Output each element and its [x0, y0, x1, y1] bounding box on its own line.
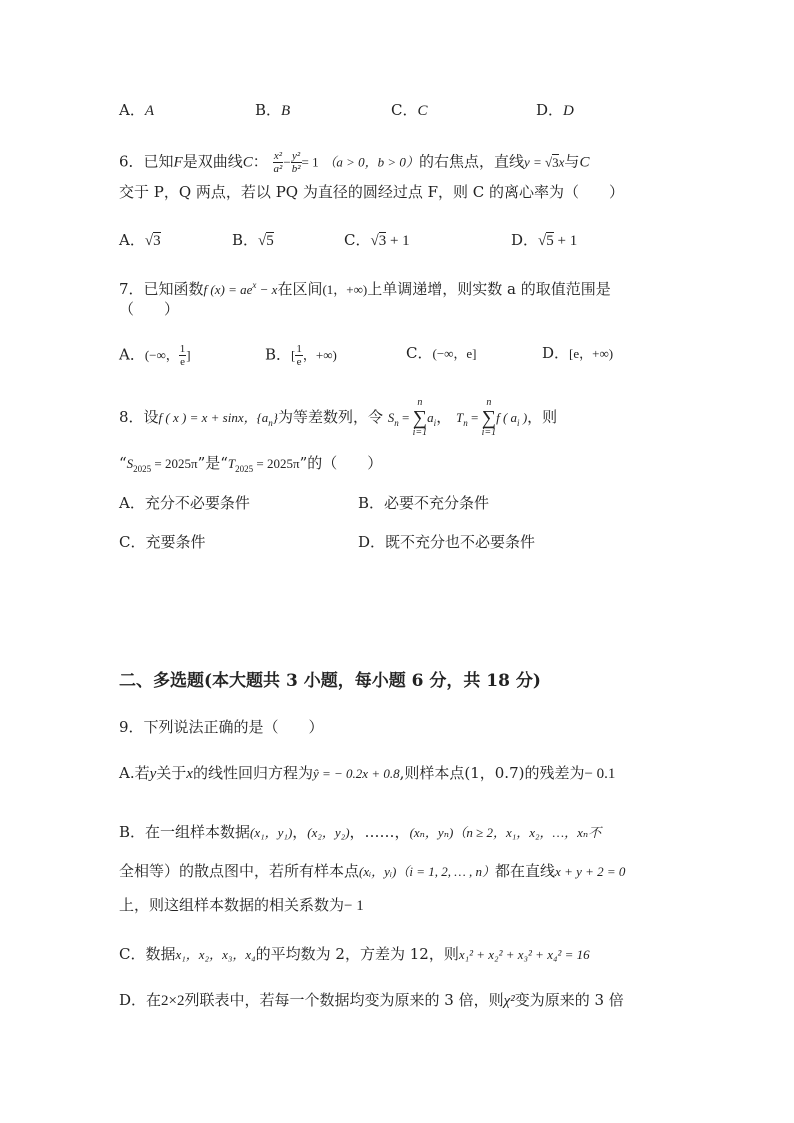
q5-option-c-value: C	[417, 103, 428, 119]
q9-stem: 9．下列说法正确的是（ ）	[119, 718, 324, 736]
q7-prefix: 7．已知函数	[119, 280, 204, 298]
q6-f: F	[173, 154, 183, 171]
q6-line-radicand: 3	[552, 154, 559, 170]
q6-option-c-extra: + 1	[386, 233, 410, 249]
q8-t2025-rhs: = 2025π	[253, 456, 300, 471]
q9-a-mid3: ,则样本点(1，0.7)的残差为	[399, 764, 585, 782]
q9-option-b-line3	[119, 895, 364, 916]
q5-option-c	[391, 100, 428, 121]
q7-option-a-post: ]	[186, 347, 191, 363]
q9-option-a	[119, 763, 615, 784]
q9-d-chi: χ²	[503, 993, 515, 1009]
q5-option-a-value: A	[144, 103, 155, 119]
q7-stem-line2: （ ）	[119, 300, 180, 318]
q9-a-mid: 关于	[156, 764, 187, 782]
q9-c-mid: 的平均数为 2，方差为 12，则	[255, 945, 459, 963]
q8-quote1: “	[119, 454, 127, 472]
q6-option-b	[232, 230, 274, 251]
q7-option-d-label: D．	[542, 344, 570, 362]
q9-b-pre: B．在一组样本数据	[119, 823, 251, 841]
q8-ai: a	[427, 410, 434, 425]
q7-interval: (1，+∞)	[322, 282, 368, 297]
q8-option-d	[358, 532, 535, 552]
q6-c: C	[242, 154, 253, 171]
q7-option-c	[406, 343, 477, 364]
q8-eq2: =	[467, 410, 482, 425]
q7-stem-line1	[119, 275, 611, 300]
q6-sqrt-icon: √	[545, 154, 553, 170]
q9-d-end: 变为原来的 3 倍	[514, 991, 624, 1009]
q6-mid3: 与	[564, 152, 580, 171]
q8-seq: {a	[256, 410, 269, 425]
q6-stem-line2: 交于 P，Q 两点，若以 PQ 为直径的圆经过点 F，则 C 的离心率为（ ）	[119, 183, 625, 201]
q8-option-b-label: B．	[358, 494, 385, 512]
q8-t2025-sub: 2025	[235, 464, 254, 474]
q6-option-d-label: D．	[511, 231, 539, 249]
q9-b-pi: (xᵢ，yᵢ)	[359, 864, 397, 879]
q9-a-y: y	[149, 766, 157, 782]
q8-s2025-rhs: = 2025π	[151, 456, 198, 471]
q5-option-a	[119, 100, 154, 121]
q5-option-b	[255, 100, 290, 121]
q7-option-d	[542, 343, 613, 364]
q7-option-a-pre: (−∞，	[144, 347, 179, 363]
q8-t: T	[455, 410, 464, 425]
q9-option-b-line1	[119, 822, 601, 843]
q8-t-sub: n	[463, 418, 468, 428]
q7-option-a	[119, 343, 191, 368]
q6-option-d-extra: + 1	[553, 233, 578, 249]
q9-option-c	[119, 944, 590, 965]
q8-prefix: 8．设	[119, 408, 159, 426]
q6-option-d	[511, 230, 577, 251]
q9-option-b-line2	[119, 861, 625, 882]
q8-s2025: S	[126, 456, 134, 471]
q7-option-b-label: B．	[265, 345, 292, 364]
q8-s2025-sub: 2025	[133, 464, 152, 474]
q8-s: S	[387, 410, 395, 425]
q8-fai-sub: i	[517, 418, 520, 428]
q9-a-pre: A.若	[119, 764, 150, 782]
q7-option-d-value: [e，+∞)	[569, 346, 614, 361]
q8-option-b-text: 必要不充分条件	[384, 494, 490, 512]
q6-option-a	[119, 230, 161, 251]
q9-d-tbl: 2×2	[161, 993, 185, 1009]
q9-c-eq: x₁² + x₂² + x₃² + x₄² = 16	[458, 947, 590, 962]
q9-b-p2: (x₂，y₂)	[307, 825, 350, 840]
q5-option-d-value: D	[563, 103, 574, 119]
q8-line2-end: ”的（ ）	[299, 454, 383, 472]
q9-a-x: x	[186, 766, 193, 782]
q7-func-sup: x	[252, 280, 257, 290]
q6-option-b-label: B．	[232, 231, 259, 249]
q8-func: f ( x ) = x + sinx，	[158, 410, 257, 425]
q8-option-c-text: 充要条件	[145, 533, 206, 551]
q8-eq1: =	[398, 410, 413, 425]
q7-option-b	[265, 343, 337, 368]
q6-stem-line1	[119, 150, 589, 175]
q7-option-a-label: A．	[119, 345, 145, 364]
q7-option-a-frac: $\frac{1}{e}$	[179, 343, 186, 368]
q5-option-d-label: D．	[536, 101, 564, 119]
q8-comma: ，	[436, 408, 452, 426]
q9-b-p1: (x₁，y₁)	[250, 825, 293, 840]
q6-line-x: x	[558, 154, 565, 170]
q9-c-pre: C．数据	[119, 945, 176, 963]
q9-a-mid2: 的线性回归方程为	[192, 764, 313, 782]
q8-seq-sub: n	[268, 418, 273, 428]
q8-option-c	[119, 532, 206, 552]
q9-b-line2-pre: 全相等）的散点图中，若所有样本点	[119, 862, 360, 880]
sqrt-icon: √	[144, 233, 154, 249]
q6-option-a-value: 3	[153, 233, 161, 249]
q9-d-pre: D．在	[119, 991, 162, 1009]
q6-mid2: 的右焦点，直线	[418, 152, 524, 171]
q9-b-cond: （n ≥ 2，x₁，x₂，…，xₙ不	[453, 825, 602, 840]
q8-s-sub: n	[394, 418, 399, 428]
q5-option-d	[536, 100, 574, 121]
sqrt-icon: √	[258, 233, 267, 249]
q8-seq-close: }	[272, 410, 278, 425]
q6-condition: （a > 0，b > 0）	[323, 154, 419, 170]
q6-hyperbola-frac2: $\frac{\text{y²}}{\text{b²}}$	[291, 150, 301, 175]
q6-hyperbola-eq: = 1	[301, 154, 319, 170]
q8-option-a	[119, 493, 250, 513]
q7-option-c-label: C．	[406, 344, 433, 362]
q9-b-dots: ，……，	[349, 823, 410, 841]
q9-b-sep: ，	[292, 823, 308, 841]
sqrt-icon: √	[538, 233, 547, 249]
q8-fai-close: )	[519, 410, 528, 425]
q8-quote2: ”是“	[197, 454, 228, 472]
q9-c-vars: x₁，x₂，x₃，x₄	[175, 947, 256, 962]
q8-mid: 为等差数列，令	[278, 408, 384, 426]
q5-option-a-label: A．	[119, 101, 145, 119]
q6-hyperbola-frac1: $\frac{\text{x²}}{\text{a²}}$	[273, 150, 283, 175]
q9-b-i: （i = 1, 2, … , n）	[396, 864, 496, 879]
q9-option-d	[119, 990, 624, 1011]
q6-option-c-value: 3	[378, 233, 387, 249]
q6-option-d-value: 5	[546, 233, 554, 249]
q6-option-b-value: 5	[266, 233, 274, 249]
q6-c2: C	[579, 154, 590, 171]
q6-colon: ：	[252, 152, 268, 171]
q7-func2: − x	[256, 282, 278, 297]
q8-stem-line2	[119, 453, 382, 479]
q5-option-b-label: B．	[255, 101, 282, 119]
q8-fai: f ( a	[496, 410, 518, 425]
q8-sum-s: n ∑ i=1	[412, 397, 428, 438]
q5-option-c-label: C．	[391, 101, 418, 119]
section-heading: 二、多选题(本大题共 3 小题，每小题 6 分，共 18 分)	[119, 671, 541, 691]
q6-hyperbola-minus: −	[283, 154, 291, 170]
q8-option-b	[358, 493, 489, 513]
q9-b-line3-pre: 上，则这组样本数据的相关系数为	[119, 896, 345, 914]
q6-prefix: 6．已知	[119, 152, 174, 171]
q9-b-val: − 1	[344, 898, 364, 914]
q7-option-b-frac: $\frac{1}{e}$	[296, 343, 302, 368]
q7-option-b-pre: [	[291, 347, 296, 363]
q9-d-mid: 列联表中，若每一个数据均变为原来的 3 倍，则	[184, 991, 504, 1009]
q9-b-mid: 都在直线	[495, 862, 556, 880]
q7-mid: 在区间	[277, 280, 323, 298]
q8-option-a-label: A．	[119, 494, 145, 512]
q8-t2025: T	[227, 456, 236, 471]
q8-option-c-label: C．	[119, 533, 146, 551]
q7-option-c-value: (−∞，e]	[432, 346, 477, 361]
q6-option-c-label: C．	[344, 231, 371, 249]
q9-b-line: x + y + 2 = 0	[555, 864, 626, 879]
q9-b-pn: (xₙ，yₙ)	[409, 825, 454, 840]
q6-option-c	[344, 230, 410, 251]
q8-option-a-text: 充分不必要条件	[144, 494, 250, 512]
q8-option-d-text: 既不充分也不必要条件	[385, 533, 536, 551]
q8-stem-line1	[119, 395, 557, 445]
q6-line-y: y =	[523, 154, 545, 170]
q6-mid1: 是双曲线	[182, 152, 243, 171]
sqrt-icon: √	[370, 233, 379, 249]
q8-sum-t: n ∑ i=1	[481, 397, 497, 438]
q9-a-val: − 0.1	[584, 766, 616, 782]
q5-option-b-value: B	[281, 103, 291, 119]
q7-func: f (x) = ae	[203, 282, 253, 297]
q8-option-d-label: D．	[358, 533, 386, 551]
q7-suffix: 上单调递增，则实数 a 的取值范围是	[367, 280, 611, 298]
q7-option-b-post: ，+∞)	[302, 347, 337, 363]
q6-option-a-label: A．	[119, 231, 145, 249]
q8-ai-sub: i	[433, 418, 437, 428]
q9-a-eq: ŷ = − 0.2x + 0.8	[312, 766, 400, 781]
q8-suffix: ，则	[527, 408, 558, 426]
